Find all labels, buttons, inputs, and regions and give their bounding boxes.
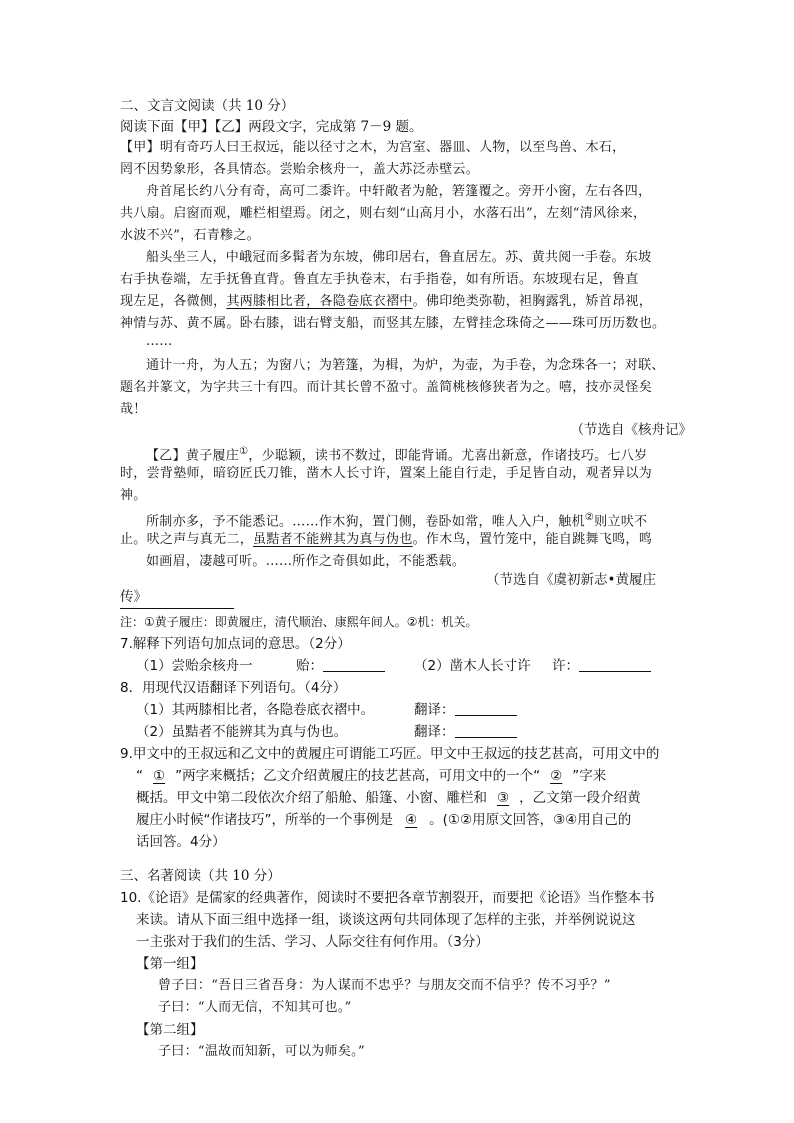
section-3-title: 三、名著阅读（共 10 分）: [120, 868, 281, 884]
q9-blank-2[interactable]: ②: [550, 768, 563, 784]
yi-line-5-end: 。作木鸟，置竹笼中，能自跳舞飞鸣，鸣: [412, 532, 653, 547]
q10-group-2-title: 【第二组】: [136, 1022, 204, 1038]
q8-answer-2-blank[interactable]: [455, 723, 517, 738]
jia-line-5: 水波不兴”，石青糁之。: [120, 228, 260, 243]
q9-blank-3[interactable]: ③: [497, 790, 510, 806]
q8-title: 8．用现代汉语翻译下列语句。（4分）: [120, 680, 347, 696]
q8-answer-1-blank[interactable]: [455, 701, 517, 716]
jia-line-1: 【甲】明有奇巧人曰王叔远，能以径寸之木，为宫室、器皿、人物，以至鸟兽、木石，: [120, 140, 626, 155]
q8-item-2-label: [414, 722, 517, 742]
footnote-marker-1: ①: [239, 446, 249, 457]
yi-line-5: [120, 530, 652, 550]
q9-line-3-end: ，乙文第一段介绍黄: [519, 790, 641, 806]
yi-line-1-start: 【乙】黄子履庄: [146, 448, 240, 464]
footnote-marker-2: ②: [584, 512, 595, 523]
q10-line-3: 一主张对于我们的生活、学习、人际交往有何作用。（3分）: [136, 934, 489, 950]
q7-item-2: （2）凿木人长寸许: [414, 658, 531, 674]
jia-source: （节选自《核舟记》: [570, 422, 692, 438]
q9-line-4: [136, 810, 631, 830]
q8-item-2-label-text: 翻译：: [414, 724, 455, 740]
jia-line-6: 船头坐三人，中峨冠而多髯者为东坡，佛印居右，鲁直居左。苏、黄共阅一手卷。东坡: [146, 250, 652, 265]
q8-item-1: （1）其两膝相比者，各隐卷底衣褶中。: [136, 702, 375, 718]
yi-line-2: 时，尝背塾师，暗窃匠氏刀锥，凿木人长寸许，置案上能自行走，手足皆自动，观者异以为: [120, 466, 653, 481]
jia-line-8-end: 。佛印绝类弥勒，袒胸露乳，矫首昂视，: [412, 294, 653, 309]
q9-line-3: [136, 788, 641, 808]
q7-item-1-label-text: 贻：: [296, 658, 323, 674]
jia-line-3: 舟首尾长约八分有奇，高可二黍许。中轩敞者为舱，箬篷覆之。旁开小窗，左右各四，: [146, 184, 652, 199]
q10-line-2: 来读。请从下面三组中选择一组，谈谈这两句共同体现了怎样的主张，并举例说说这: [136, 912, 636, 928]
jia-line-10: 通计一舟，为人五；为窗八；为箬篷，为楫，为炉，为壶，为手卷，为念珠各一；对联、: [146, 358, 665, 373]
q8-item-1-label: [414, 700, 517, 720]
yi-line-1-end: ，少聪颖，读书不数过，即能背诵。尤喜出新意，作诸技巧。七八岁: [248, 448, 648, 464]
q10-line-1: 10.《论语》是儒家的经典著作，阅读时不要把各章节割裂开，而要把《论语》当作整本书: [120, 890, 655, 906]
jia-line-8-start: 现左足，各微侧，: [120, 294, 227, 309]
q9-line-4-end: 。(①②用原文回答，③④用自己的: [429, 812, 632, 828]
yi-line-4: [146, 508, 647, 532]
jia-line-2: 罔不因势象形，各具情态。尝贻余核舟一，盖大苏泛赤壁云。: [120, 162, 480, 177]
section-2-title: 二、文言文阅读（共 10 分）: [120, 98, 295, 114]
q9-line-3-start: 概括。甲文中第二段依次介绍了船舱、船篷、小窗、雕栏和: [136, 790, 487, 806]
q9-line-4-start: 履庄小时候“作诸技巧”，所举的一个事例是: [136, 812, 393, 828]
q7-item-2-label: [552, 656, 651, 676]
q7-item-1-label: [296, 656, 385, 676]
jia-line-9: 神情与苏、黄不属。卧右膝，诎右臂支船，而竖其左膝，左臂挂念珠倚之——珠可历历数也。: [120, 316, 666, 331]
footnote: 注：①黄子履庄：即黄履庄，清代顺治、康熙年间人。②机：机关。: [120, 615, 478, 629]
q7-answer-2-blank[interactable]: [579, 657, 651, 672]
q9-line-5: 话回答。4分）: [136, 834, 226, 850]
q9-blank-4[interactable]: ④: [405, 812, 418, 828]
q7-item-1: （1）尝贻余核舟一: [136, 658, 253, 674]
q9-blank-1[interactable]: ①: [153, 768, 166, 784]
q9-line-2-end: ”字来: [572, 768, 607, 784]
q10-group-2-quote-1: 子曰：“温故而知新，可以为师矣。”: [158, 1044, 365, 1059]
yi-line-3: 神。: [120, 488, 147, 503]
q7-answer-1-blank[interactable]: [323, 657, 385, 672]
jia-line-4: 共八扇。启窗而观，雕栏相望焉。闭之，则右刻“山高月小，水落石出”，左刻“清风徐来，: [120, 206, 647, 221]
section-2-instruction: 阅读下面【甲】【乙】两段文字，完成第 7－9 题。: [120, 119, 423, 135]
q9-quote-open: “: [136, 768, 143, 784]
yi-line-5-start: 止。吠之声与真无二，: [120, 532, 254, 547]
q8-item-1-label-text: 翻译：: [414, 702, 455, 718]
yi-source-line-2: 传》: [120, 589, 147, 605]
yi-source-line-1: （节选自《虞初新志•黄履庄: [486, 572, 656, 588]
jia-underlined-sentence: 其两膝相比者，各隐卷底衣褶中: [226, 294, 413, 309]
q10-group-1-quote-1: 曾子曰：“吾日三省吾身：为人谋而不忠乎？与朋友交而不信乎？传不习乎？”: [158, 978, 611, 993]
yi-line-4-start: 所制亦多，予不能悉记。……作木狗，置门侧，卷卧如常，唯人入户，触机: [146, 514, 585, 530]
jia-line-7: 右手执卷端，左手抚鲁直背。鲁直左手执卷末，右手指卷，如有所语。东坡现右足，鲁直: [120, 272, 639, 287]
yi-line-4-end: 则立吠不: [594, 514, 648, 530]
q7-title: 7.解释下列语句加点词的意思。（2分）: [120, 636, 351, 652]
q9-line-2: [136, 766, 606, 786]
jia-line-12: 哉！: [120, 402, 147, 417]
yi-underlined-sentence: 虽黠者不能辨其为真与伪也: [253, 532, 413, 547]
jia-line-11: 题名并篆文，为字共三十有四。而计其长曾不盈寸。盖简桃核修狭者为之。嘻，技亦灵怪矣: [120, 380, 653, 395]
footnote-divider: [120, 608, 234, 609]
q9-line-2-mid: ”两字来概括；乙文介绍黄履庄的技艺甚高，可用文中的一个“: [175, 768, 541, 784]
q7-item-2-label-text: 许：: [552, 658, 579, 674]
q10-group-1-title: 【第一组】: [136, 956, 204, 972]
q10-group-1-quote-2: 子曰：“人而无信，不知其可也。”: [158, 1000, 352, 1015]
q8-item-2: （2）虽黠者不能辨其为真与伪也。: [136, 724, 348, 740]
q9-line-1: 9.甲文中的王叔远和乙文中的黄履庄可谓能工巧匠。甲文中王叔远的技艺甚高，可用文中的: [120, 746, 660, 762]
jia-ellipsis: ……: [146, 334, 173, 349]
yi-line-1: [146, 442, 647, 466]
yi-line-6: 如画眉，凄越可听。……所作之奇俱如此，不能悉载。: [146, 554, 466, 569]
jia-line-8: [120, 292, 652, 312]
